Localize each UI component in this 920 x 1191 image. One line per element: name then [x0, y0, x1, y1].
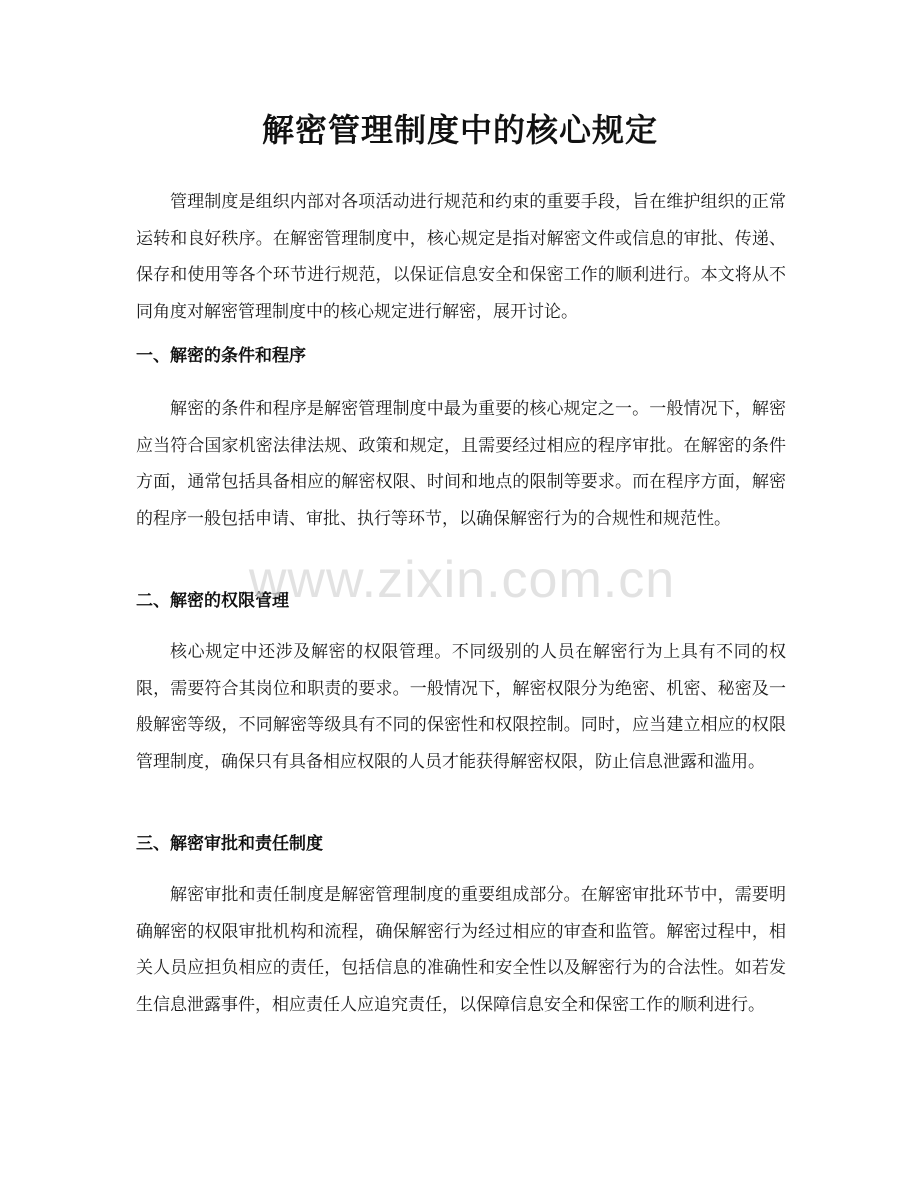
section-3-paragraph: 解密审批和责任制度是解密管理制度的重要组成部分。在解密审批环节中，需要明确解密的权限审批机构和流程，确保解密行为经过相应的审查和监管。解密过程中，相关人员应担负相应的责任，包括信息的准确性和安全性以及解密行为的合法性。如若发生信息泄露事件，相应责任人应追究责任，以保障信息安全和保密工作的顺利进行。	[136, 885, 786, 1015]
section-2-paragraph: 核心规定中还涉及解密的权限管理。不同级别的人员在解密行为上具有不同的权限，需要符合其岗位和职责的要求。一般情况下，解密权限分为绝密、机密、秘密及一般解密等级，不同解密等级具有不同的保密性和权限控制。同时，应当建立相应的权限管理制度，确保只有具备相应权限的人员才能获得解密权限，防止信息泄露和滥用。	[136, 642, 786, 772]
document-title: 解密管理制度中的核心规定	[261, 111, 658, 149]
watermark: www.zixin.com.cn	[248, 551, 676, 609]
intro-paragraph: 管理制度是组织内部对各项活动进行规范和约束的重要手段，旨在维护组织的正常运转和良好秩序。在解密管理制度中，核心规定是指对解密文件或信息的审批、传递、保存和使用等各个环节进行规范，以保证信息安全和保密工作的顺利进行。本文将从不同角度对解密管理制度中的核心规定进行解密，展开讨论。	[136, 192, 786, 322]
section-3-heading: 三、解密审批和责任制度	[136, 834, 323, 854]
section-1-heading: 一、解密的条件和程序	[136, 346, 306, 366]
section-1-paragraph: 解密的条件和程序是解密管理制度中最为重要的核心规定之一。一般情况下，解密应当符合国家机密法律法规、政策和规定，且需要经过相应的程序审批。在解密的条件方面，通常包括具备相应的解密权限、时间和地点的限制等要求。而在程序方面，解密的程序一般包括申请、审批、执行等环节，以确保解密行为的合规性和规范性。	[136, 399, 786, 529]
section-2-heading: 二、解密的权限管理	[136, 591, 289, 611]
